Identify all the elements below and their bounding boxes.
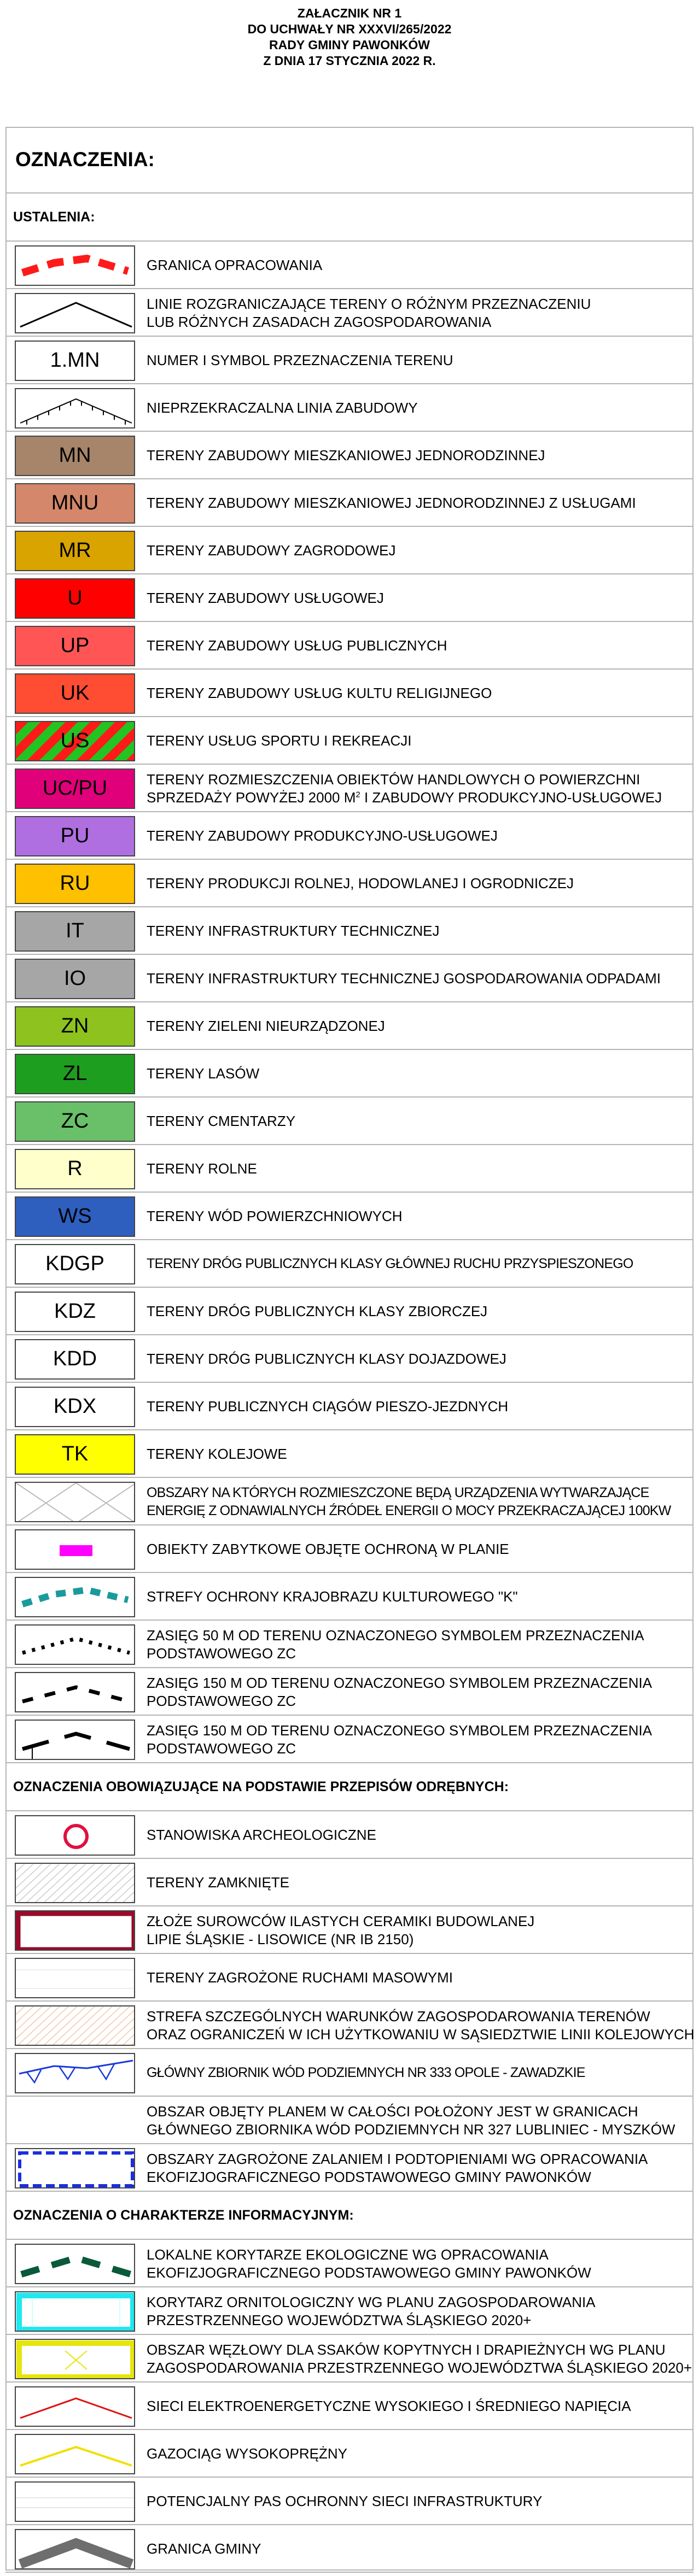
label-line: TERENY ZABUDOWY USŁUG PUBLICZNYCH — [147, 637, 447, 654]
dashed-range-icon — [15, 1672, 135, 1712]
gas-pipeline-icon — [15, 2434, 135, 2474]
legend-label — [147, 1430, 690, 1478]
legend-label — [147, 432, 690, 479]
legend-row — [5, 2287, 694, 2335]
label-line: ZASIĘG 50 M OD TERENU OZNACZONEGO SYMBOLEM PRZEZNACZENIA — [147, 1627, 644, 1644]
legend-label — [147, 1621, 690, 1668]
symbol-kdgp — [15, 1244, 135, 1284]
label-line: GŁÓWNEGO ZBIORNIKA WÓD PODZIEMNYCH NR 327 LUBLINIEC - MYSZKÓW — [147, 2121, 675, 2138]
label-line: TERENY CMENTARZY — [147, 1113, 296, 1129]
symbol-code: ZC — [61, 1110, 89, 1132]
symbol-ws — [15, 1196, 135, 1237]
legend-label — [147, 2144, 690, 2192]
legend-label — [147, 765, 690, 812]
label-line: LINIE ROZGRANICZAJĄCE TERENY O RÓŻNYM PRZEZNACZENIU — [147, 295, 591, 312]
legend-label — [147, 2240, 690, 2287]
label-line: TERENY DRÓG PUBLICZNYCH KLASY DOJAZDOWEJ — [147, 1351, 506, 1367]
legend-label — [147, 2525, 690, 2573]
label-line: NIEPRZEKRACZALNA LINIA ZABUDOWY — [147, 400, 418, 416]
label-line: TERENY ZAMKNIĘTE — [147, 1874, 290, 1891]
symbol-io — [15, 959, 135, 999]
legend-label — [147, 1525, 690, 1573]
label-line: TERENY DRÓG PUBLICZNYCH KLASY ZBIORCZEJ — [147, 1303, 488, 1319]
legend-label — [147, 574, 690, 622]
label-line: ZŁOŻE SUROWCÓW ILASTYCH CERAMIKI BUDOWLANEJ — [147, 1912, 535, 1929]
label-line: GRANICA GMINY — [147, 2540, 261, 2557]
legend-row — [5, 1430, 694, 1478]
symbol-code: IT — [66, 919, 84, 942]
symbol-kdd — [15, 1339, 135, 1380]
label-line: TERENY ZAGROŻONE RUCHAMI MASOWYMI — [147, 1969, 453, 1986]
legend-label — [147, 1811, 690, 1859]
closed-area-hatch-icon — [15, 1863, 135, 1903]
legend-label — [147, 1954, 690, 2002]
section-informacyjne: OZNACZENIA O CHARAKTERZE INFORMACYJNYM: — [5, 2192, 694, 2240]
symbol-kdz — [15, 1292, 135, 1332]
label-line: TERENY INFRASTRUKTURY TECHNICZNEJ — [147, 923, 440, 939]
clay-deposit-icon — [15, 1910, 135, 1951]
symbol-u — [15, 578, 135, 619]
symbol-code: MR — [59, 539, 91, 562]
legend-label — [147, 1478, 690, 1525]
legend-label — [147, 527, 690, 574]
symbol-code: KDGP — [45, 1252, 104, 1275]
section-ustalenia: USTALENIA: — [5, 193, 694, 242]
symbol-ru — [15, 864, 135, 904]
label-line: PODSTAWOWEGO ZC — [147, 1740, 296, 1757]
legend-row — [5, 242, 694, 289]
symbol-code: ZN — [61, 1014, 89, 1037]
label-line — [147, 789, 690, 807]
legend-row — [5, 1288, 694, 1335]
label-line: TERENY PUBLICZNYCH CIĄGÓW PIESZO-JEZDNYCH — [147, 1398, 509, 1415]
symbol-code: MN — [59, 444, 91, 467]
symbol-tk — [15, 1434, 135, 1475]
legend-row — [5, 1859, 694, 1906]
legend-label — [147, 1288, 690, 1335]
symbol-code: ZL — [62, 1062, 88, 1085]
label-line: EKOFIZJOGRAFICZNEGO PODSTAWOWEGO GMINY PAWONKÓW — [147, 2264, 591, 2281]
label-line: OBSZAR WĘZŁOWY DLA SSAKÓW KOPYTNYCH I DRAPIEŻNYCH WG PLANU — [147, 2341, 666, 2358]
legend-row — [5, 955, 694, 1002]
legend-label — [147, 384, 690, 432]
legend-label — [147, 2002, 695, 2049]
crosshatch-area-icon — [15, 1482, 135, 1522]
archaeological-site-icon — [15, 1815, 135, 1856]
legend-label — [147, 2478, 690, 2525]
legend-label — [147, 2430, 690, 2478]
superscript: 2 — [356, 789, 360, 799]
legend-row — [5, 2478, 694, 2525]
symbol-code: KDX — [53, 1395, 97, 1418]
legend-row — [5, 1002, 694, 1050]
legend-label — [147, 2383, 690, 2430]
label-line: GŁÓWNY ZBIORNIK WÓD PODZIEMNYCH NR 333 OPOLE - ZAWADZKIE — [147, 2065, 585, 2080]
symbol-mr — [15, 531, 135, 571]
symbol-code: R — [67, 1157, 83, 1180]
label-line: GAZOCIĄG WYSOKOPRĘŻNY — [147, 2445, 347, 2462]
railway-zone-hatch-icon — [15, 2005, 135, 2046]
legend-label — [147, 337, 690, 384]
legend-label — [147, 907, 690, 955]
power-line-icon — [15, 2386, 135, 2427]
label-line: ENERGIĘ Z ODNAWIALNYCH ŹRÓDEŁ ENERGII O MOCY PRZEKRACZAJĄCEJ 100KW — [147, 1503, 671, 1518]
label-line: STREFA SZCZEGÓLNYCH WARUNKÓW ZAGOSPODAROWANIA TERENÓW — [147, 2008, 650, 2025]
label-line: STREFY OCHRONY KRAJOBRAZU KULTUROWEGO "K" — [147, 1588, 518, 1605]
symbol-1-mn — [15, 341, 135, 381]
legend-label — [147, 1383, 690, 1430]
legend-row — [5, 1621, 694, 1668]
label-part: I ZABUDOWY PRODUKCYJNO-USŁUGOWEJ — [360, 789, 662, 806]
label-line: TERENY ZABUDOWY PRODUKCYJNO-USŁUGOWEJ — [147, 828, 498, 844]
legend-row — [5, 860, 694, 907]
legend-row — [5, 2430, 694, 2478]
label-line: TERENY LASÓW — [147, 1065, 260, 1082]
legend-label — [147, 1668, 690, 1716]
symbol-code: 1.MN — [50, 349, 100, 372]
legend-row — [5, 1478, 694, 1525]
legend-row — [5, 1145, 694, 1193]
label-line: OBSZARY NA KTÓRYCH ROZMIESZCZONE BĘDĄ URZĄDZENIA WYTWARZAJĄCE — [147, 1484, 649, 1500]
legend-row — [5, 670, 694, 717]
legend-label — [147, 1050, 690, 1098]
legend-label — [147, 1240, 690, 1288]
symbol-mnu — [15, 483, 135, 524]
label-line: ZASIĘG 150 M OD TERENU OZNACZONEGO SYMBOLEM PRZEZNACZENIA — [147, 1674, 653, 1691]
legend-row — [5, 1668, 694, 1716]
label-line: TERENY INFRASTRUKTURY TECHNICZNEJ GOSPODAROWANIA ODPADAMI — [147, 970, 661, 987]
label-line: TERENY ROLNE — [147, 1160, 257, 1177]
label-line: ZASIĘG 150 M OD TERENU OZNACZONEGO SYMBOLEM PRZEZNACZENIA — [147, 1722, 653, 1739]
label-line: TERENY ROZMIESZCZENIA OBIEKTÓW HANDLOWYCH O POWIERZCHNI — [147, 771, 640, 788]
legend-label — [147, 622, 690, 670]
mammal-node-area-icon — [15, 2339, 135, 2379]
legend-row — [5, 2335, 694, 2383]
symbol-code: KDZ — [54, 1300, 96, 1323]
legend-row — [5, 289, 694, 337]
symbol-code: U — [67, 586, 83, 609]
symbol-code: WS — [58, 1205, 92, 1228]
legend-row — [5, 765, 694, 812]
groundwater-reservoir-icon — [15, 2053, 135, 2093]
legend-row — [5, 2097, 694, 2144]
heritage-object-icon — [15, 1529, 135, 1570]
legend-row — [5, 1954, 694, 2002]
mass-movement-area-icon — [15, 1958, 135, 1998]
label-line: TERENY DRÓG PUBLICZNYCH KLASY GŁÓWNEJ RUCHU PRZYSPIESZONEGO — [147, 1256, 633, 1271]
legend-label — [147, 2335, 690, 2383]
legend-label — [147, 860, 690, 907]
legend-label — [147, 2287, 690, 2335]
legend-label — [147, 1335, 690, 1383]
legend-row — [5, 337, 694, 384]
legend-label — [147, 955, 690, 1002]
legend-title: OZNACZENIA: — [5, 127, 694, 193]
symbol-us — [15, 721, 135, 761]
label-line: TERENY PRODUKCJI ROLNEJ, HODOWLANEJ I OGRODNICZEJ — [147, 875, 574, 891]
label-line: PODSTAWOWEGO ZC — [147, 1692, 296, 1709]
symbol-zl — [15, 1054, 135, 1094]
legend-label — [147, 670, 690, 717]
label-line: EKOFIZJOGRAFICZNEGO PODSTAWOWEGO GMINY PAWONKÓW — [147, 2168, 591, 2185]
cultural-landscape-zone-icon — [15, 1577, 135, 1617]
label-part: SPRZEDAŻY POWYŻEJ 2000 M — [147, 789, 356, 806]
legend-label — [147, 2049, 690, 2097]
label-line: TERENY WÓD POWIERZCHNIOWYCH — [147, 1208, 403, 1224]
dotted-range-icon — [15, 1624, 135, 1665]
label-line: STANOWISKA ARCHEOLOGICZNE — [147, 1827, 376, 1843]
symbol-code: TK — [61, 1442, 89, 1465]
section-odrebne: OZNACZENIA OBOWIĄZUJĄCE NA PODSTAWIE PRZEPISÓW ODRĘBNYCH: — [5, 1763, 694, 1811]
label-line: TERENY ZABUDOWY USŁUG KULTU RELIGIJNEGO — [147, 685, 492, 701]
label-line: LUB RÓŻNYCH ZASADACH ZAGOSPODAROWANIA — [147, 313, 492, 330]
symbol-code: KDD — [53, 1347, 97, 1370]
symbol-code: UK — [60, 682, 90, 705]
label-line: OBIEKTY ZABYTKOWE OBJĘTE OCHRONĄ W PLANIE — [147, 1541, 509, 1557]
legend-row — [5, 527, 694, 574]
label-line: OBSZARY ZAGROŻONE ZALANIEM I PODTOPIENIAMI WG OPRACOWANIA — [147, 2150, 648, 2167]
label-line: LIPIE ŚLĄSKIE - LISOWICE (NR IB 2150) — [147, 1930, 414, 1947]
building-line-icon — [15, 388, 135, 429]
legend-label — [147, 1002, 690, 1050]
legend-label — [147, 1716, 690, 1763]
legend-row — [5, 907, 694, 955]
legend-row — [5, 1335, 694, 1383]
legend-row — [5, 2240, 694, 2287]
legend-label — [147, 1906, 690, 1954]
legend-label — [147, 2097, 690, 2144]
legend-label — [147, 1145, 690, 1193]
symbol-code: UP — [60, 634, 90, 657]
label-line: ZAGOSPODAROWANIA PRZESTRZENNEGO WOJEWÓDZTWA ŚLĄSKIEGO 2020+ — [147, 2359, 692, 2376]
legend-row — [5, 2383, 694, 2430]
protection-belt-icon — [15, 2481, 135, 2522]
label-line: TERENY ZABUDOWY USŁUGOWEJ — [147, 590, 384, 606]
label-line: GRANICA OPRACOWANIA — [147, 257, 323, 273]
red-dashed-boundary-icon — [15, 245, 135, 286]
legend-row — [5, 2002, 694, 2049]
municipal-boundary-icon — [15, 2529, 135, 2569]
legend-row — [5, 1240, 694, 1288]
symbol-uk — [15, 673, 135, 714]
ornithological-corridor-icon — [15, 2291, 135, 2332]
legend-label — [147, 717, 690, 765]
long-dash-range-icon — [15, 1720, 135, 1760]
label-line: KORYTARZ ORNITOLOGICZNY WG PLANU ZAGOSPODAROWANIA — [147, 2293, 596, 2310]
legend-row — [5, 2525, 694, 2573]
label-line: TERENY ZABUDOWY MIESZKANIOWEJ JEDNORODZINNEJ — [147, 447, 545, 463]
header-line-3: RADY GMINY PAWONKÓW — [269, 38, 430, 52]
legend-row — [5, 384, 694, 432]
symbol-zn — [15, 1006, 135, 1047]
legend-label — [147, 1193, 690, 1240]
symbol-it — [15, 911, 135, 952]
legend-row — [5, 2144, 694, 2192]
legend-row — [5, 1906, 694, 1954]
symbol-mn — [15, 436, 135, 476]
legend-row — [5, 1193, 694, 1240]
label-line: TERENY ZIELENI NIEURZĄDZONEJ — [147, 1018, 385, 1034]
symbol-up — [15, 626, 135, 666]
symbol-code: US — [60, 729, 90, 752]
legend-label — [147, 1573, 690, 1621]
label-line: SIECI ELEKTROENERGETYCZNE WYSOKIEGO I ŚREDNIEGO NAPIĘCIA — [147, 2398, 631, 2414]
black-boundary-line-icon — [15, 293, 135, 333]
legend-row — [5, 1098, 694, 1145]
legend-label — [147, 242, 690, 289]
label-line: TERENY USŁUG SPORTU I REKREACJI — [147, 732, 412, 749]
label-line: OBSZAR OBJĘTY PLANEM W CAŁOŚCI POŁOŻONY JEST W GRANICACH — [147, 2103, 638, 2120]
legend-row — [5, 622, 694, 670]
symbol-code: MNU — [51, 491, 99, 514]
label-line: PRZESTRZENNEGO WOJEWÓDZTWA ŚLĄSKIEGO 2020+ — [147, 2311, 532, 2328]
legend-label — [147, 812, 690, 860]
legend-row — [5, 717, 694, 765]
flood-risk-area-icon — [15, 2148, 135, 2188]
symbol-code: IO — [63, 967, 86, 990]
symbol-pu — [15, 816, 135, 856]
legend-row — [5, 1050, 694, 1098]
symbol-r — [15, 1149, 135, 1189]
legend-label — [147, 289, 690, 337]
symbol-zc — [15, 1101, 135, 1142]
legend-row — [5, 1383, 694, 1430]
legend-row — [5, 1573, 694, 1621]
symbol-code: PU — [60, 824, 90, 847]
legend-row — [5, 2049, 694, 2097]
symbol-uc-pu — [15, 768, 135, 809]
label-line: PODSTAWOWEGO ZC — [147, 1645, 296, 1662]
legend-label — [147, 479, 690, 527]
label-line: TERENY KOLEJOWE — [147, 1446, 287, 1462]
label-line: TERENY ZABUDOWY ZAGRODOWEJ — [147, 542, 396, 559]
header-line-1: ZAŁACZNIK NR 1 — [297, 6, 402, 20]
legend-row — [5, 1525, 694, 1573]
header-line-2: DO UCHWAŁY NR XXXVI/265/2022 — [247, 22, 452, 36]
label-line: ORAZ OGRANICZEŃ W ICH UŻYTKOWANIU W SĄSIEDZTWIE LINII KOLEJOWYCH — [147, 2026, 695, 2043]
legend-row — [5, 432, 694, 479]
ecological-corridor-icon — [15, 2244, 135, 2284]
header-line-4: Z DNIA 17 STYCZNIA 2022 R. — [263, 54, 436, 68]
legend-row — [5, 479, 694, 527]
legend-label — [147, 1859, 690, 1906]
symbol-code: RU — [60, 872, 90, 895]
symbol-kdx — [15, 1387, 135, 1427]
legend-label — [147, 1098, 690, 1145]
legend-row — [5, 1811, 694, 1859]
label-line: TERENY ZABUDOWY MIESZKANIOWEJ JEDNORODZINNEJ Z USŁUGAMI — [147, 495, 636, 511]
label-line: POTENCJALNY PAS OCHRONNY SIECI INFRASTRUKTURY — [147, 2493, 543, 2509]
label-line: LOKALNE KORYTARZE EKOLOGICZNE WG OPRACOWANIA — [147, 2246, 549, 2263]
legend-row — [5, 1716, 694, 1763]
legend-row — [5, 812, 694, 860]
legend-row — [5, 574, 694, 622]
symbol-code: UC/PU — [42, 777, 108, 800]
document-header — [0, 5, 699, 69]
label-line: NUMER I SYMBOL PRZEZNACZENIA TERENU — [147, 352, 453, 368]
